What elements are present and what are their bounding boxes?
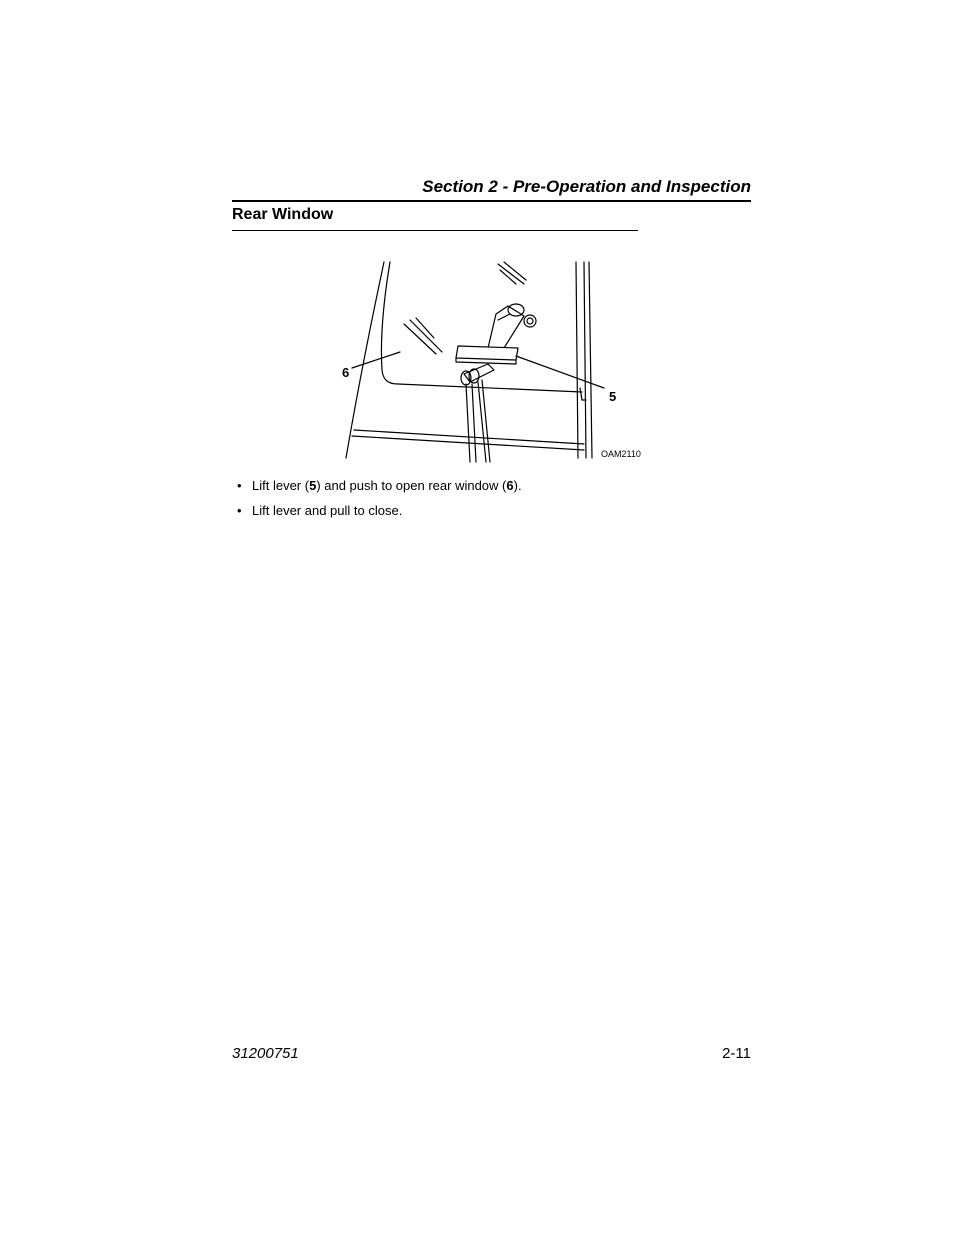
list-item	[232, 502, 652, 520]
instruction-text: Lift lever (	[252, 478, 310, 493]
lever-pin-inner	[527, 318, 533, 324]
subsection-rule	[232, 230, 638, 231]
frame-bar-lower	[352, 436, 584, 450]
window-frame-left-inner	[381, 262, 398, 384]
rear-window-drawing	[338, 258, 648, 464]
bullet-glyph: •	[237, 478, 242, 493]
lever-knob	[508, 304, 524, 316]
figure-id: OAM2110	[601, 449, 641, 459]
subsection-title: Rear Window	[232, 206, 334, 223]
right-post-outer	[576, 262, 578, 458]
hinge-post-right	[478, 382, 486, 462]
lever-arm-detail	[498, 314, 510, 320]
instruction-list	[232, 477, 652, 527]
instruction-text: ).	[513, 478, 522, 493]
right-post-inner	[584, 262, 586, 458]
glass-reflection	[404, 324, 436, 354]
callout-window-label: 6	[342, 365, 350, 380]
footer-doc-number: 31200751	[232, 1045, 299, 1062]
hinge-post-edge	[482, 380, 490, 462]
section-rule	[232, 200, 751, 202]
instruction-text: Lift lever and pull to close.	[252, 503, 403, 518]
rear-window-illustration	[338, 258, 648, 464]
lever-handle	[456, 346, 518, 360]
callout-ref-window: 6	[506, 478, 514, 493]
right-post-edge	[589, 262, 592, 458]
section-header: Section 2 - Pre-Operation and Inspection	[422, 177, 751, 196]
bullet-glyph: •	[237, 503, 242, 518]
lever-arm	[488, 306, 524, 348]
list-item	[232, 477, 652, 495]
callout-ref-lever: 5	[309, 478, 317, 493]
hinge-post-left	[466, 384, 470, 462]
window-bottom-edge	[398, 384, 582, 392]
hinge-post-mid	[472, 384, 476, 462]
glass-reflection	[410, 320, 442, 352]
footer-page-number: 2-11	[722, 1045, 751, 1062]
instruction-text: ) and push to open rear window (	[316, 478, 507, 493]
callout-lever-label: 5	[609, 389, 617, 404]
window-frame-left	[346, 262, 384, 458]
leader-line-window	[352, 352, 400, 368]
lever-pin	[524, 315, 536, 327]
